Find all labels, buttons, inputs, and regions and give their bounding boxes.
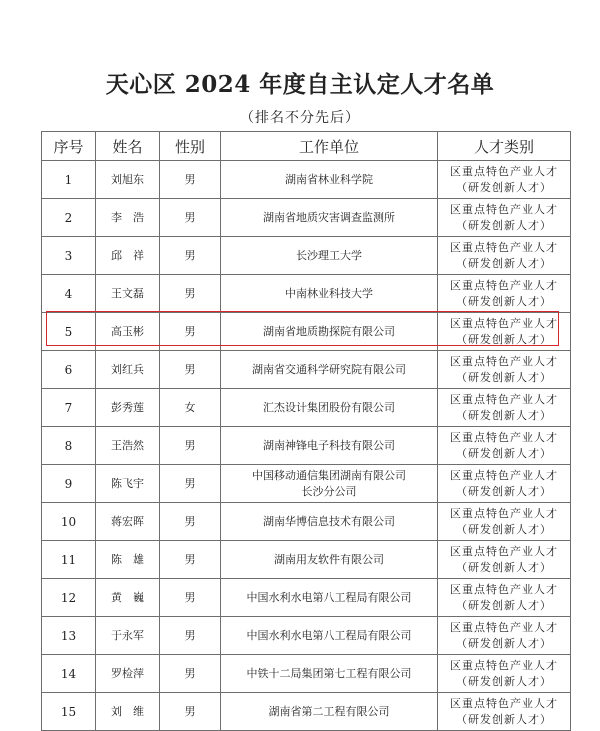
category-line: （研发创新人才） xyxy=(456,370,552,384)
cell-seq: 5 xyxy=(42,313,96,351)
table-row xyxy=(42,351,571,389)
category-line: （研发创新人才） xyxy=(456,218,552,232)
talent-table xyxy=(41,131,571,731)
category-line: （研发创新人才） xyxy=(456,256,552,270)
cell-category xyxy=(438,465,571,503)
unit-text: 长沙理工大学 xyxy=(296,248,362,262)
header-name: 姓名 xyxy=(96,132,160,161)
cell-unit xyxy=(221,579,438,617)
category-line: 区重点特色产业人才 xyxy=(450,696,558,710)
cell-seq: 7 xyxy=(42,389,96,427)
cell-seq: 2 xyxy=(42,199,96,237)
category-line: 区重点特色产业人才 xyxy=(450,278,558,292)
cell-category xyxy=(438,237,571,275)
table-row xyxy=(42,655,571,693)
category-line: （研发创新人才） xyxy=(456,332,552,346)
unit-text: 中国水利水电第八工程局有限公司 xyxy=(246,628,412,642)
cell-unit xyxy=(221,541,438,579)
cell-name: 于永军 xyxy=(96,617,160,655)
category-line: 区重点特色产业人才 xyxy=(450,620,558,634)
category-line: 区重点特色产业人才 xyxy=(450,202,558,216)
table-row xyxy=(42,199,571,237)
cell-unit xyxy=(221,237,438,275)
cell-gender: 男 xyxy=(160,237,221,275)
table-row xyxy=(42,617,571,655)
cell-name: 高玉彬 xyxy=(96,313,160,351)
unit-text: 湖南用友软件有限公司 xyxy=(274,552,384,566)
cell-seq: 4 xyxy=(42,275,96,313)
category-line: 区重点特色产业人才 xyxy=(450,164,558,178)
unit-text: 中国水利水电第八工程局有限公司 xyxy=(246,590,412,604)
cell-name: 王浩然 xyxy=(96,427,160,465)
header-category: 人才类别 xyxy=(438,132,571,161)
cell-unit xyxy=(221,655,438,693)
cell-gender: 男 xyxy=(160,617,221,655)
cell-unit xyxy=(221,313,438,351)
cell-gender: 男 xyxy=(160,503,221,541)
cell-unit xyxy=(221,199,438,237)
cell-name: 刘 维 xyxy=(96,693,160,731)
category-line: 区重点特色产业人才 xyxy=(450,658,558,672)
cell-seq: 14 xyxy=(42,655,96,693)
unit-text: 中铁十二局集团第七工程有限公司 xyxy=(246,666,412,680)
unit-line: 中国移动通信集团湖南有限公司 xyxy=(252,468,406,482)
table-row xyxy=(42,465,571,503)
table-row xyxy=(42,237,571,275)
cell-gender: 男 xyxy=(160,579,221,617)
cell-gender: 男 xyxy=(160,655,221,693)
category-line: （研发创新人才） xyxy=(456,674,552,688)
cell-gender: 男 xyxy=(160,275,221,313)
category-line: （研发创新人才） xyxy=(456,636,552,650)
cell-category xyxy=(438,579,571,617)
table-row xyxy=(42,541,571,579)
cell-category xyxy=(438,313,571,351)
cell-category xyxy=(438,389,571,427)
cell-unit xyxy=(221,351,438,389)
table-row xyxy=(42,427,571,465)
category-line: （研发创新人才） xyxy=(456,598,552,612)
category-line: 区重点特色产业人才 xyxy=(450,240,558,254)
cell-name: 刘旭东 xyxy=(96,161,160,199)
cell-gender: 男 xyxy=(160,427,221,465)
category-line: 区重点特色产业人才 xyxy=(450,316,558,330)
cell-seq: 9 xyxy=(42,465,96,503)
unit-text: 湖南省地质勘探院有限公司 xyxy=(263,324,395,338)
cell-seq: 12 xyxy=(42,579,96,617)
cell-seq: 3 xyxy=(42,237,96,275)
cell-category xyxy=(438,161,571,199)
table-row xyxy=(42,389,571,427)
cell-gender: 男 xyxy=(160,161,221,199)
unit-text: 湖南华博信息技术有限公司 xyxy=(263,514,395,528)
table-row xyxy=(42,275,571,313)
cell-category xyxy=(438,655,571,693)
cell-gender: 男 xyxy=(160,313,221,351)
cell-name: 刘红兵 xyxy=(96,351,160,389)
cell-seq: 8 xyxy=(42,427,96,465)
category-line: （研发创新人才） xyxy=(456,294,552,308)
cell-category xyxy=(438,503,571,541)
cell-name: 蒋宏晖 xyxy=(96,503,160,541)
category-line: （研发创新人才） xyxy=(456,180,552,194)
cell-name: 彭秀莲 xyxy=(96,389,160,427)
category-line: （研发创新人才） xyxy=(456,408,552,422)
cell-gender: 男 xyxy=(160,693,221,731)
category-line: 区重点特色产业人才 xyxy=(450,506,558,520)
cell-seq: 1 xyxy=(42,161,96,199)
unit-text: 湖南省地质灾害调查监测所 xyxy=(263,210,395,224)
category-line: （研发创新人才） xyxy=(456,484,552,498)
table-row xyxy=(42,313,571,351)
cell-gender: 男 xyxy=(160,199,221,237)
unit-text: 湖南省第二工程有限公司 xyxy=(268,704,390,718)
category-line: （研发创新人才） xyxy=(456,712,552,726)
cell-gender: 男 xyxy=(160,465,221,503)
cell-category xyxy=(438,427,571,465)
header-seq: 序号 xyxy=(42,132,96,161)
unit-text: 湖南省交通科学研究院有限公司 xyxy=(252,362,406,376)
table-header-row xyxy=(42,132,571,161)
table-body xyxy=(42,161,571,731)
page-title: 天心区 2024 年度自主认定人才名单 xyxy=(105,71,495,98)
cell-seq: 13 xyxy=(42,617,96,655)
cell-category xyxy=(438,541,571,579)
cell-name: 罗检萍 xyxy=(96,655,160,693)
cell-gender: 男 xyxy=(160,541,221,579)
category-line: 区重点特色产业人才 xyxy=(450,544,558,558)
cell-name: 李 浩 xyxy=(96,199,160,237)
cell-name: 邱 祥 xyxy=(96,237,160,275)
header-gender: 性别 xyxy=(160,132,221,161)
cell-unit xyxy=(221,389,438,427)
cell-category xyxy=(438,275,571,313)
category-line: 区重点特色产业人才 xyxy=(450,430,558,444)
cell-unit xyxy=(221,465,438,503)
cell-gender: 女 xyxy=(160,389,221,427)
cell-seq: 10 xyxy=(42,503,96,541)
cell-gender: 男 xyxy=(160,351,221,389)
cell-unit xyxy=(221,427,438,465)
cell-name: 王文磊 xyxy=(96,275,160,313)
cell-seq: 15 xyxy=(42,693,96,731)
unit-text: 湖南神锋电子科技有限公司 xyxy=(263,438,395,452)
cell-name: 黄 巍 xyxy=(96,579,160,617)
header-unit: 工作单位 xyxy=(221,132,438,161)
cell-name: 陈飞宇 xyxy=(96,465,160,503)
category-line: （研发创新人才） xyxy=(456,446,552,460)
cell-name: 陈 雄 xyxy=(96,541,160,579)
cell-seq: 11 xyxy=(42,541,96,579)
category-line: 区重点特色产业人才 xyxy=(450,392,558,406)
table-row xyxy=(42,161,571,199)
unit-line: 长沙分公司 xyxy=(301,484,357,498)
table-row xyxy=(42,579,571,617)
unit-text: 湖南省林业科学院 xyxy=(285,172,373,186)
table-row xyxy=(42,503,571,541)
category-line: 区重点特色产业人才 xyxy=(450,468,558,482)
cell-unit xyxy=(221,617,438,655)
unit-text: 中南林业科技大学 xyxy=(285,286,373,300)
cell-category xyxy=(438,351,571,389)
category-line: （研发创新人才） xyxy=(456,522,552,536)
cell-seq: 6 xyxy=(42,351,96,389)
cell-category xyxy=(438,617,571,655)
cell-category xyxy=(438,199,571,237)
category-line: 区重点特色产业人才 xyxy=(450,582,558,596)
cell-unit xyxy=(221,275,438,313)
cell-unit xyxy=(221,161,438,199)
cell-unit xyxy=(221,503,438,541)
category-line: 区重点特色产业人才 xyxy=(450,354,558,368)
page-subtitle: （排名不分先后） xyxy=(240,110,360,126)
unit-text: 汇杰设计集团股份有限公司 xyxy=(263,400,395,414)
category-line: （研发创新人才） xyxy=(456,560,552,574)
